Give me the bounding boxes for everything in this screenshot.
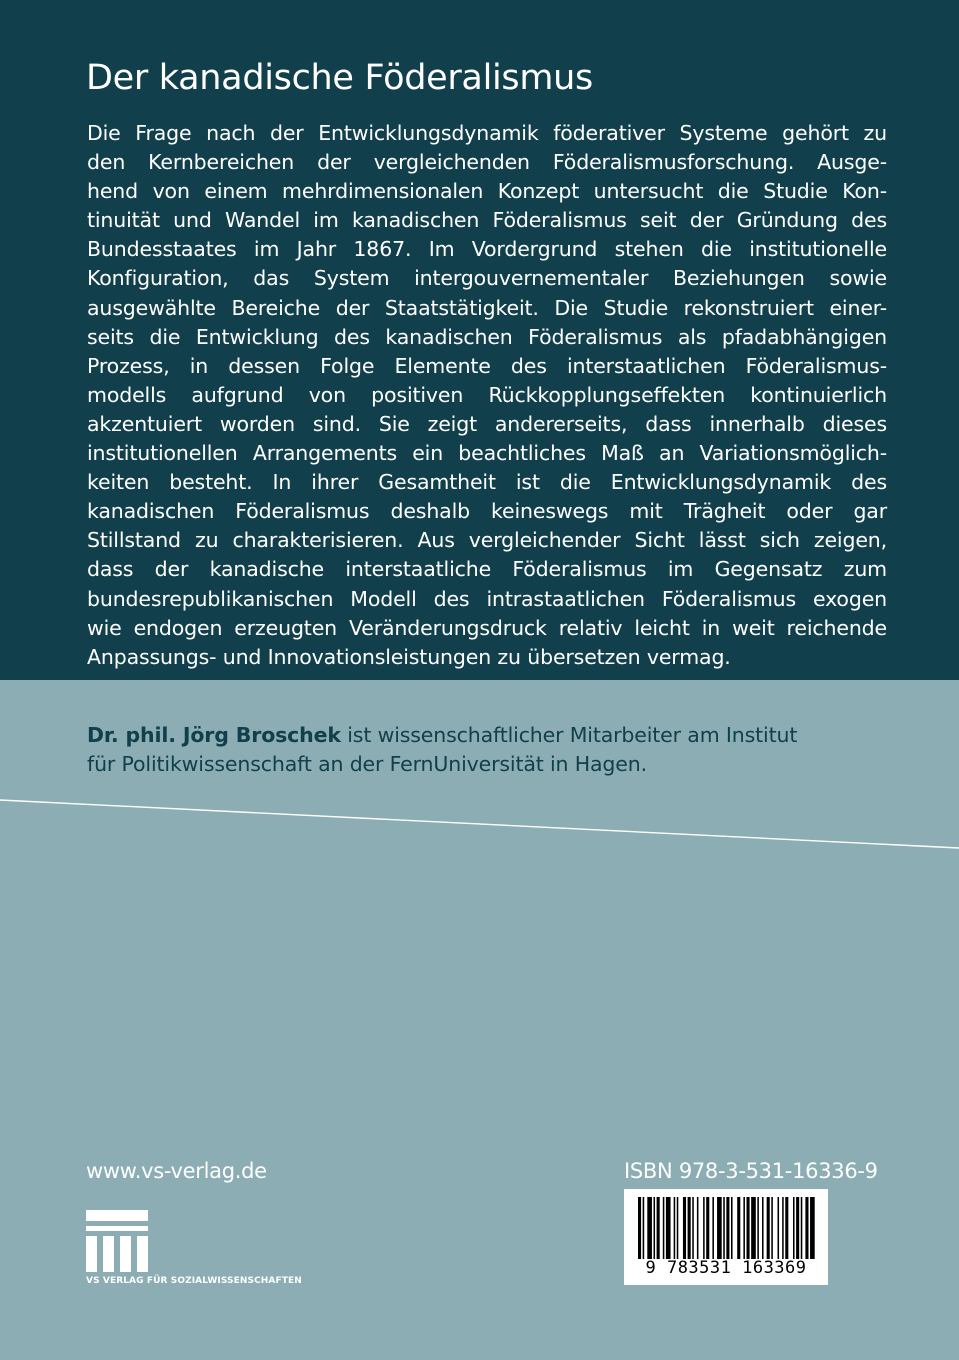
author-bio-text: ist wissenschaftlicher Mitarbeiter am Institut <box>340 723 798 747</box>
abstract-line: hend von einem mehrdimensionalen Konzept untersucht die Studie Kon- <box>87 179 887 204</box>
abstract-line: Anpassungs- und Innovationsleistungen zu übersetzen vermag. <box>87 644 731 669</box>
abstract-line: kanadischen Föderalismus deshalb keineswegs mit Trägheit oder gar <box>87 499 887 524</box>
abstract-line: ausgewählte Bereiche der Staatstätigkeit. Die Studie rekonstruiert einer- <box>87 295 887 320</box>
abstract-line: institutionellen Arrangements ein beachtliches Maß an Variationsmöglich- <box>87 441 887 466</box>
abstract-line: Stillstand zu charakterisieren. Aus vergleichender Sicht lässt sich zeigen, <box>87 528 887 553</box>
abstract-line: tinuität und Wandel im kanadischen Föderalismus seit der Gründung des <box>87 208 887 233</box>
abstract-line: den Kernbereichen der vergleichenden Föderalismusforschung. Ausge- <box>87 150 887 175</box>
author-name: Dr. phil. Jörg Broschek <box>87 723 341 747</box>
publisher-website: www.vs-verlag.de <box>86 1159 267 1183</box>
abstract-line: wie endogen erzeugten Veränderungsdruck relativ leicht in weit reichende <box>87 615 887 640</box>
abstract-line: Prozess, in dessen Folge Elemente des interstaatlichen Föderalismus- <box>87 353 887 378</box>
abstract-line: seits die Entwicklung des kanadischen Föderalismus als pfadabhängigen <box>87 324 887 349</box>
abstract-line: Bundesstaates im Jahr 1867. Im Vordergrund stehen die institutionelle <box>87 237 887 262</box>
book-title: Der kanadische Föderalismus <box>86 58 593 98</box>
abstract-line: keiten besteht. In ihrer Gesamtheit ist die Entwicklungsdynamik des <box>87 470 887 495</box>
author-bio-line: für Politikwissenschaft an der FernUniversität in Hagen. <box>87 752 647 776</box>
abstract-line: akzentuiert worden sind. Sie zeigt andererseits, dass innerhalb dieses <box>87 411 887 436</box>
barcode-digits: 9 783531 163369 <box>645 1258 807 1278</box>
abstract-line: Konfiguration, das System intergouvernementaler Beziehungen sowie <box>87 266 887 291</box>
isbn-barcode <box>624 1189 828 1285</box>
publisher-logo-icon <box>86 1210 148 1272</box>
abstract-line: Die Frage nach der Entwicklungsdynamik föderativer Systeme gehört zu <box>87 121 887 145</box>
abstract-line: modells aufgrund von positiven Rückkopplungseffekten kontinuierlich <box>87 382 887 407</box>
abstract-line: bundesrepublikanischen Modell des intrastaatlichen Föderalismus exogen <box>87 586 887 611</box>
isbn-label: ISBN 978-3-531-16336-9 <box>624 1159 878 1183</box>
publisher-caption: VS VERLAG FÜR SOZIALWISSENSCHAFTEN <box>86 1276 302 1286</box>
abstract-line: dass der kanadische interstaatliche Föderalismus im Gegensatz zum <box>87 557 887 582</box>
